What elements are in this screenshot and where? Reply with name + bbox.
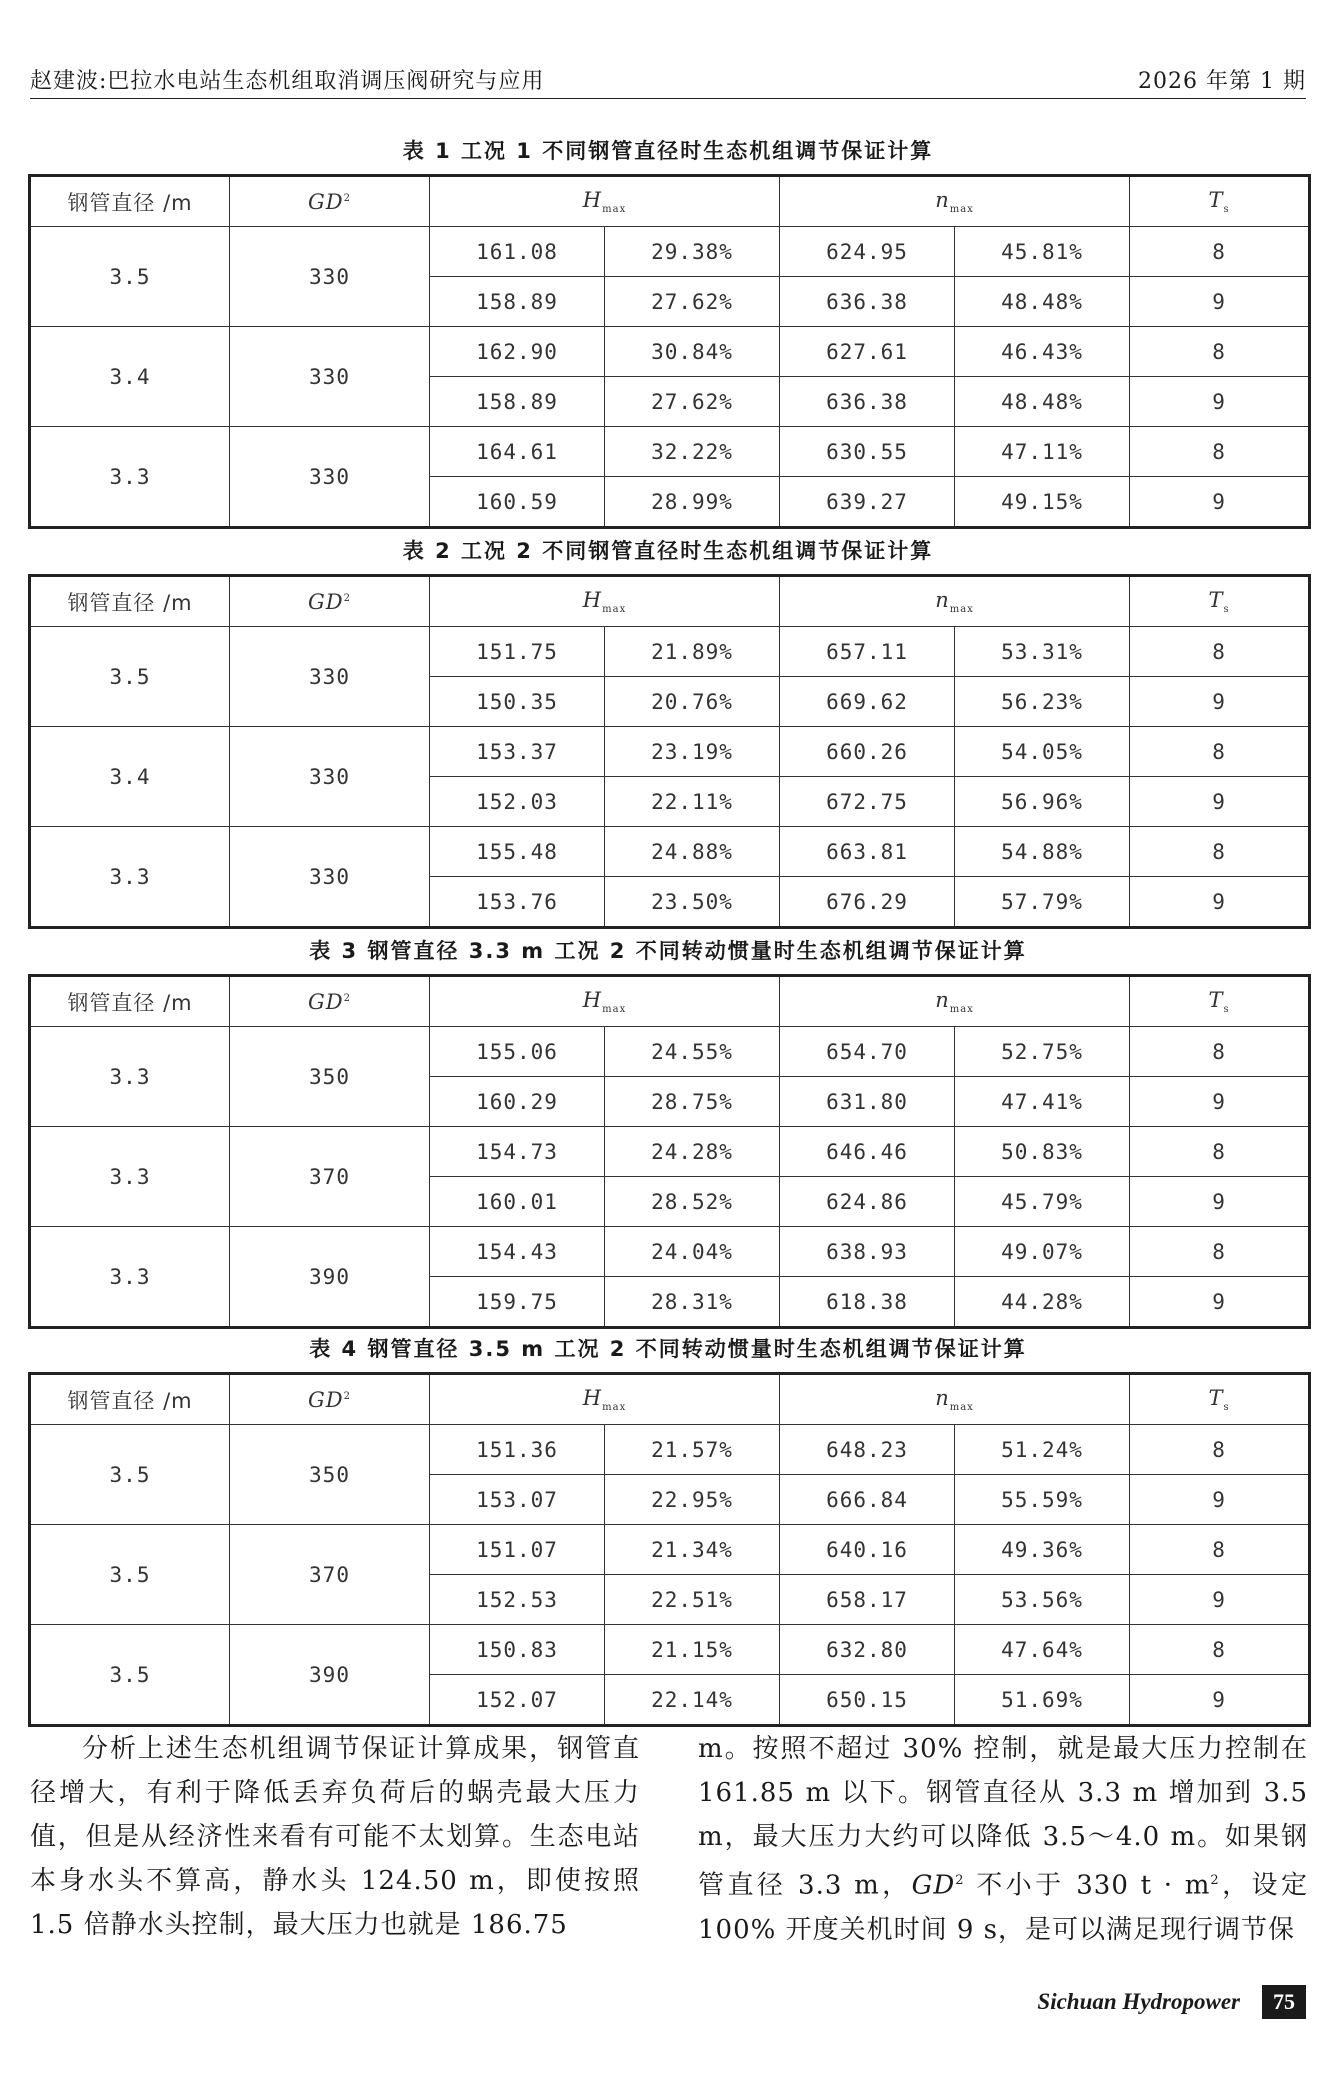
col-header-nmax-span: n [935,1385,950,1410]
cell-hmax: 155.06 [430,1027,605,1077]
cell-hmax: 161.08 [430,227,605,277]
cell-gd2: 330 [230,827,430,928]
cell-ts: 9 [1130,1575,1310,1625]
cell-nmax: 657.11 [780,627,955,677]
cell-hmax-pct: 28.99% [605,477,780,528]
col-header-gd2-span: GD [308,589,344,614]
cell-nmax-pct: 47.64% [955,1625,1130,1675]
col-header-hmax-span: H [582,187,603,212]
cell-gd2: 370 [230,1525,430,1625]
cell-ts: 9 [1130,277,1310,327]
cell-gd2: 390 [230,1227,430,1328]
cell-nmax-pct: 50.83% [955,1127,1130,1177]
col-header-nmax-span: n [935,187,950,212]
cell-nmax: 631.80 [780,1077,955,1127]
col-header-ts-span: T [1208,1385,1224,1410]
cell-nmax-pct: 48.48% [955,377,1130,427]
cell-nmax-pct: 45.79% [955,1177,1130,1227]
cell-hmax: 154.43 [430,1227,605,1277]
cell-gd2: 330 [230,227,430,327]
cell-ts: 9 [1130,777,1310,827]
cell-nmax-pct: 55.59% [955,1475,1130,1525]
cell-ts: 9 [1130,1475,1310,1525]
cell-nmax-pct: 54.88% [955,827,1130,877]
cell-hmax-pct: 23.19% [605,727,780,777]
col-header-ts-sub: s [1223,1402,1230,1414]
cell-hmax-pct: 22.51% [605,1575,780,1625]
col-header-nmax-sub: max [949,1402,974,1414]
cell-nmax: 624.95 [780,227,955,277]
data-table [28,574,1311,929]
cell-ts: 9 [1130,677,1310,727]
data-table [28,1372,1311,1727]
header-title: 赵建波:巴拉水电站生态机组取消调压阀研究与应用 [30,69,545,94]
table-header-row [30,976,1310,1027]
cell-nmax-pct: 46.43% [955,327,1130,377]
col-header-ts-span: T [1208,587,1224,612]
cell-hmax-pct: 20.76% [605,677,780,727]
cell-hmax: 153.76 [430,877,605,928]
col-header-hmax-sub: max [602,1004,627,1016]
col-header-diameter-span: 钢管直径 /m [67,590,193,615]
col-header-nmax [780,1374,1130,1425]
cell-nmax: 663.81 [780,827,955,877]
cell-nmax-pct: 44.28% [955,1277,1130,1328]
cell-nmax-pct: 51.24% [955,1425,1130,1475]
cell-diameter: 3.5 [30,627,230,727]
cell-hmax: 151.75 [430,627,605,677]
data-table [28,974,1311,1329]
cell-nmax-pct: 51.69% [955,1675,1130,1726]
table-row [30,627,1310,677]
table-row [30,1027,1310,1077]
col-header-gd2 [230,576,430,627]
page-number: 75 [1262,1985,1306,2019]
body-text-right-c: ，设定 100% 开度关机时间 9 s，是可以满足现行调节保 [698,1870,1308,1945]
table-row [30,427,1310,477]
cell-diameter: 3.5 [30,1625,230,1726]
cell-ts: 8 [1130,1227,1310,1277]
cell-ts: 8 [1130,427,1310,477]
cell-hmax: 164.61 [430,427,605,477]
cell-gd2: 350 [230,1425,430,1525]
table-header-row [30,176,1310,227]
cell-gd2: 370 [230,1127,430,1227]
cell-ts: 9 [1130,1177,1310,1227]
cell-hmax: 151.07 [430,1525,605,1575]
col-header-gd2-span: GD [308,989,344,1014]
cell-nmax-pct: 53.56% [955,1575,1130,1625]
cell-hmax-pct: 27.62% [605,377,780,427]
table-row [30,1625,1310,1675]
cell-hmax-pct: 21.57% [605,1425,780,1475]
cell-hmax-pct: 30.84% [605,327,780,377]
cell-diameter: 3.3 [30,1027,230,1127]
cell-hmax-pct: 22.11% [605,777,780,827]
col-header-ts [1130,1374,1310,1425]
cell-nmax-pct: 48.48% [955,277,1130,327]
col-header-nmax [780,576,1130,627]
cell-nmax: 638.93 [780,1227,955,1277]
col-header-nmax-sub: max [949,204,974,216]
cell-hmax-pct: 22.95% [605,1475,780,1525]
cell-ts: 9 [1130,877,1310,928]
cell-hmax-pct: 21.15% [605,1625,780,1675]
col-header-diameter-span: 钢管直径 /m [67,990,193,1015]
table-row [30,827,1310,877]
cell-hmax-pct: 23.50% [605,877,780,928]
cell-ts: 9 [1130,477,1310,528]
cell-diameter: 3.3 [30,1127,230,1227]
table-row [30,227,1310,277]
cell-hmax: 162.90 [430,327,605,377]
cell-nmax-pct: 56.96% [955,777,1130,827]
cell-diameter: 3.3 [30,1227,230,1328]
cell-hmax-pct: 29.38% [605,227,780,277]
cell-ts: 9 [1130,1675,1310,1726]
cell-nmax-pct: 52.75% [955,1027,1130,1077]
col-header-ts-sub: s [1223,204,1230,216]
cell-nmax: 650.15 [780,1675,955,1726]
cell-hmax: 152.53 [430,1575,605,1625]
col-header-nmax-span: n [935,987,950,1012]
cell-nmax: 658.17 [780,1575,955,1625]
table-header-row [30,1374,1310,1425]
cell-gd2: 390 [230,1625,430,1726]
cell-ts: 8 [1130,1127,1310,1177]
cell-ts: 8 [1130,1625,1310,1675]
cell-gd2: 330 [230,727,430,827]
cell-nmax-pct: 53.31% [955,627,1130,677]
col-header-nmax [780,976,1130,1027]
col-header-ts-span: T [1208,987,1224,1012]
cell-diameter: 3.5 [30,1525,230,1625]
col-header-gd2-sup: 2 [343,992,351,1004]
col-header-diameter-span: 钢管直径 /m [67,1388,193,1413]
cell-hmax-pct: 24.04% [605,1227,780,1277]
cell-nmax: 630.55 [780,427,955,477]
table-header-row [30,576,1310,627]
table-row [30,1127,1310,1177]
col-header-hmax-span: H [582,987,603,1012]
cell-diameter: 3.5 [30,227,230,327]
cell-nmax: 639.27 [780,477,955,528]
col-header-ts-span: T [1208,187,1224,212]
cell-diameter: 3.4 [30,327,230,427]
table-row [30,1525,1310,1575]
cell-diameter: 3.5 [30,1425,230,1525]
cell-nmax: 636.38 [780,377,955,427]
col-header-hmax-sub: max [602,1402,627,1414]
cell-ts: 8 [1130,327,1310,377]
cell-nmax-pct: 47.41% [955,1077,1130,1127]
cell-nmax: 636.38 [780,277,955,327]
cell-nmax: 632.80 [780,1625,955,1675]
body-text-left: 分析上述生态机组调节保证计算成果，钢管直径增大，有利于降低丢弃负荷后的蜗壳最大压力值，但是从经济性来看有可能不太划算。生态电站本身水头不算高，静水头 124.50 m，即使按照 1.5 倍静水头控制，最大压力也就是 186.75 [30,1734,640,1940]
cell-gd2: 350 [230,1027,430,1127]
col-header-hmax [430,976,780,1027]
cell-ts: 8 [1130,1425,1310,1475]
cell-diameter: 3.3 [30,827,230,928]
cell-hmax: 160.01 [430,1177,605,1227]
col-header-hmax [430,1374,780,1425]
cell-ts: 8 [1130,1525,1310,1575]
cell-nmax: 669.62 [780,677,955,727]
col-header-ts [1130,576,1310,627]
cell-nmax-pct: 54.05% [955,727,1130,777]
cell-hmax: 150.35 [430,677,605,727]
cell-ts: 8 [1130,827,1310,877]
col-header-gd2 [230,176,430,227]
col-header-ts [1130,976,1310,1027]
table-caption: 表 3 钢管直径 3.3 m 工况 2 不同转动惯量时生态机组调节保证计算 [309,939,1027,963]
cell-gd2: 330 [230,627,430,727]
col-header-hmax [430,576,780,627]
cell-ts: 9 [1130,1077,1310,1127]
table-caption: 表 2 工况 2 不同钢管直径时生态机组调节保证计算 [402,539,934,563]
col-header-diameter [30,576,230,627]
data-table [28,174,1311,529]
table-caption: 表 4 钢管直径 3.5 m 工况 2 不同转动惯量时生态机组调节保证计算 [309,1337,1027,1361]
cell-ts: 9 [1130,1277,1310,1328]
cell-nmax: 640.16 [780,1525,955,1575]
gd-symbol: GD [911,1870,956,1901]
cell-hmax-pct: 24.88% [605,827,780,877]
col-header-diameter [30,1374,230,1425]
cell-hmax: 160.59 [430,477,605,528]
cell-ts: 9 [1130,377,1310,427]
col-header-gd2-sup: 2 [343,592,351,604]
col-header-nmax-span: n [935,587,950,612]
table-row [30,1227,1310,1277]
col-header-hmax [430,176,780,227]
col-header-ts-sub: s [1223,604,1230,616]
cell-hmax-pct: 21.89% [605,627,780,677]
cell-ts: 8 [1130,627,1310,677]
cell-nmax-pct: 47.11% [955,427,1130,477]
cell-diameter: 3.4 [30,727,230,827]
cell-nmax: 676.29 [780,877,955,928]
col-header-diameter-span: 钢管直径 /m [67,190,193,215]
cell-nmax-pct: 49.07% [955,1227,1130,1277]
cell-hmax: 153.07 [430,1475,605,1525]
body-paragraph-right [698,1727,1308,1952]
col-header-nmax [780,176,1130,227]
col-header-ts-sub: s [1223,1004,1230,1016]
journal-name: Sichuan Hydropower [1037,1989,1240,2014]
cell-hmax: 154.73 [430,1127,605,1177]
cell-hmax: 160.29 [430,1077,605,1127]
header-issue: 2026 年第 1 期 [1138,69,1306,94]
cell-hmax: 151.36 [430,1425,605,1475]
cell-hmax-pct: 28.31% [605,1277,780,1328]
cell-hmax: 152.03 [430,777,605,827]
cell-hmax: 153.37 [430,727,605,777]
col-header-diameter [30,176,230,227]
col-header-diameter [30,976,230,1027]
cell-gd2: 330 [230,327,430,427]
cell-nmax: 646.46 [780,1127,955,1177]
cell-nmax-pct: 57.79% [955,877,1130,928]
cell-nmax-pct: 49.36% [955,1525,1130,1575]
col-header-nmax-sub: max [949,1004,974,1016]
col-header-gd2-span: GD [308,1387,344,1412]
cell-ts: 8 [1130,1027,1310,1077]
cell-hmax-pct: 27.62% [605,277,780,327]
col-header-gd2-sup: 2 [343,1390,351,1402]
cell-ts: 8 [1130,227,1310,277]
cell-hmax: 158.89 [430,377,605,427]
cell-hmax-pct: 24.55% [605,1027,780,1077]
col-header-gd2-sup: 2 [343,192,351,204]
cell-gd2: 330 [230,427,430,528]
body-text-right-a: m。按照不超过 30% 控制，就是最大压力控制在 161.85 m 以下。钢管直径从 3.3 m 增加到 3.5 m，最大压力大约可以降低 3.5～4.0 m。如果钢管直径 3.3 m， [698,1734,1308,1901]
cell-nmax-pct: 45.81% [955,227,1130,277]
cell-nmax: 660.26 [780,727,955,777]
table-caption: 表 1 工况 1 不同钢管直径时生态机组调节保证计算 [402,139,934,163]
cell-hmax-pct: 24.28% [605,1127,780,1177]
unit-superscript: 2 [1210,1873,1220,1888]
cell-hmax-pct: 22.14% [605,1675,780,1726]
cell-nmax: 624.86 [780,1177,955,1227]
running-header [30,58,1306,99]
col-header-hmax-span: H [582,1385,603,1410]
cell-nmax: 618.38 [780,1277,955,1328]
gd-superscript: 2 [955,1873,965,1888]
cell-nmax: 648.23 [780,1425,955,1475]
col-header-gd2 [230,976,430,1027]
body-paragraph-left [30,1727,640,1947]
table-row [30,327,1310,377]
body-text-right-b: 不小于 330 t · m [964,1870,1211,1901]
cell-hmax: 158.89 [430,277,605,327]
cell-hmax-pct: 32.22% [605,427,780,477]
cell-nmax: 654.70 [780,1027,955,1077]
cell-hmax: 155.48 [430,827,605,877]
cell-hmax-pct: 28.52% [605,1177,780,1227]
cell-hmax-pct: 21.34% [605,1525,780,1575]
cell-nmax-pct: 56.23% [955,677,1130,727]
cell-nmax-pct: 49.15% [955,477,1130,528]
cell-hmax: 159.75 [430,1277,605,1328]
col-header-hmax-span: H [582,587,603,612]
cell-nmax: 666.84 [780,1475,955,1525]
col-header-ts [1130,176,1310,227]
col-header-gd2-span: GD [308,189,344,214]
col-header-gd2 [230,1374,430,1425]
table-row [30,727,1310,777]
col-header-hmax-sub: max [602,204,627,216]
cell-hmax: 150.83 [430,1625,605,1675]
cell-nmax: 672.75 [780,777,955,827]
cell-ts: 8 [1130,727,1310,777]
table-row [30,1425,1310,1475]
cell-nmax: 627.61 [780,327,955,377]
col-header-hmax-sub: max [602,604,627,616]
cell-hmax-pct: 28.75% [605,1077,780,1127]
col-header-nmax-sub: max [949,604,974,616]
cell-hmax: 152.07 [430,1675,605,1726]
cell-diameter: 3.3 [30,427,230,528]
